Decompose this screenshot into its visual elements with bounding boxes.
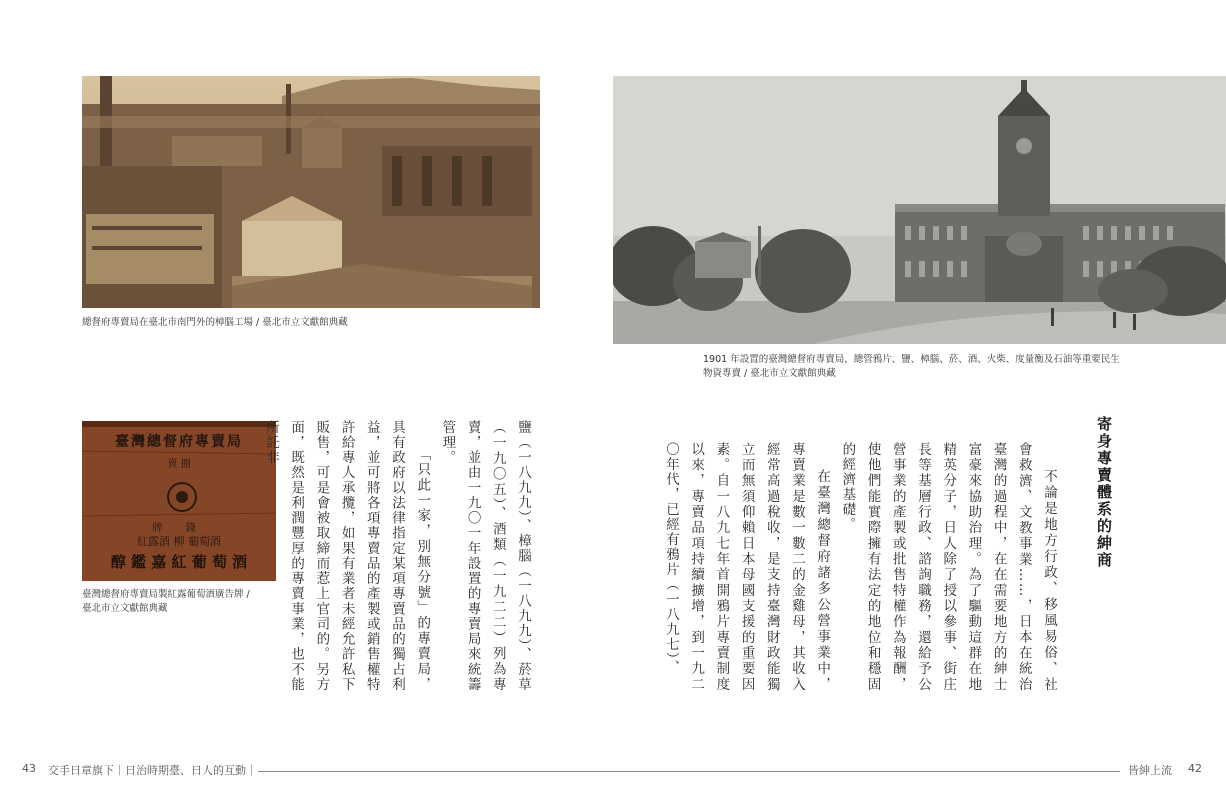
wine-crate-caption — [82, 588, 250, 616]
left-paragraph-1: 鹽（一八九九）、樟腦（一八九九）、菸草（一九〇五）、酒類（一九二二）列為專賣，並由一九〇一年設置的專賣局來統籌管理。 — [439, 420, 531, 692]
factory-photo — [82, 76, 540, 308]
headquarters-caption-line-2: 物資專賣 / 臺北市立文獻館典藏 — [703, 368, 836, 379]
right-page-number: 42 — [1188, 762, 1202, 775]
wine-crate-caption-line-2: 臺北市立文獻館典藏 — [82, 603, 168, 614]
right-running-title: 皆紳上流 — [1128, 764, 1172, 777]
right-paragraph-2: 在臺灣總督府諸多公營事業中，專賣業是數一數二的金雞母，其收入經常高過稅收，是支持臺灣財政能獨立而無須仰賴日本母國支援的重要因素。自一八九七年首開鴉片專賣制度以來，專賣品項持續擴增，到一九二〇年代，已經有鴉片（一八九七）、 — [662, 442, 831, 692]
crate-sign-line-3: 牌 錢 — [152, 523, 206, 534]
factory-photo-caption: 總督府專賣局在臺北市南門外的樟腦工場 / 臺北市立文獻館典藏 — [82, 317, 348, 328]
crate-sign-line-5: 醇 鑑 嘉 紅 葡 萄 酒 — [110, 553, 248, 571]
right-page-body — [662, 442, 1061, 692]
crate-sign-line-4: 紅露酒 柳 葡萄酒 — [137, 535, 221, 548]
headquarters-photo-caption — [703, 353, 1120, 381]
section-heading: 寄身專賣體系的紳商 — [1095, 416, 1113, 569]
wine-crate-photo — [82, 421, 276, 581]
left-page-number: 43 — [22, 762, 36, 775]
crate-sign-line-1: 臺灣總督府專賣局 — [115, 434, 243, 450]
left-paragraph-2: 「只此一家，別無分號」的專賣局，具有政府以法律指定某項專賣品的獨占利益，並可將各項專賣品的產製或銷售權特許給專人承攬，如果有業者未經允許私下販售，可是會被取締而惹上官司的。另方面，既然是利潤豐厚的專賣事業，也不能所託非 — [262, 420, 431, 692]
crate-sign-line-2: 賣 捌 — [167, 459, 191, 470]
right-paragraph-1: 不論是地方行政、移風易俗、社會救濟、文教事業……，日本在統治臺灣的過程中，在在需要地方的紳士富豪來協助治理。為了驅動這群在地精英分子，日人除了授以參事、街庄長等基層行政、諮詢職務，還給予公營事業的產製或批售特權作為報酬，使他們能實際擁有法定的地位和穩固的經濟基礎。 — [839, 442, 1057, 692]
footer-rule — [258, 771, 1120, 772]
wine-crate-caption-line-1: 臺灣總督府專賣局製紅露葡萄酒廣告牌 / — [82, 589, 250, 600]
headquarters-caption-line-1: 1901 年設置的臺灣總督府專賣局，總管鴉片、鹽、樟腦、菸、酒、火柴、度量衡及石油等重要民生 — [703, 354, 1120, 365]
headquarters-photo — [613, 76, 1226, 344]
left-running-title: 交手日章旗下｜日治時期臺、日人的互動｜ — [48, 764, 257, 777]
left-page-body — [262, 420, 535, 692]
